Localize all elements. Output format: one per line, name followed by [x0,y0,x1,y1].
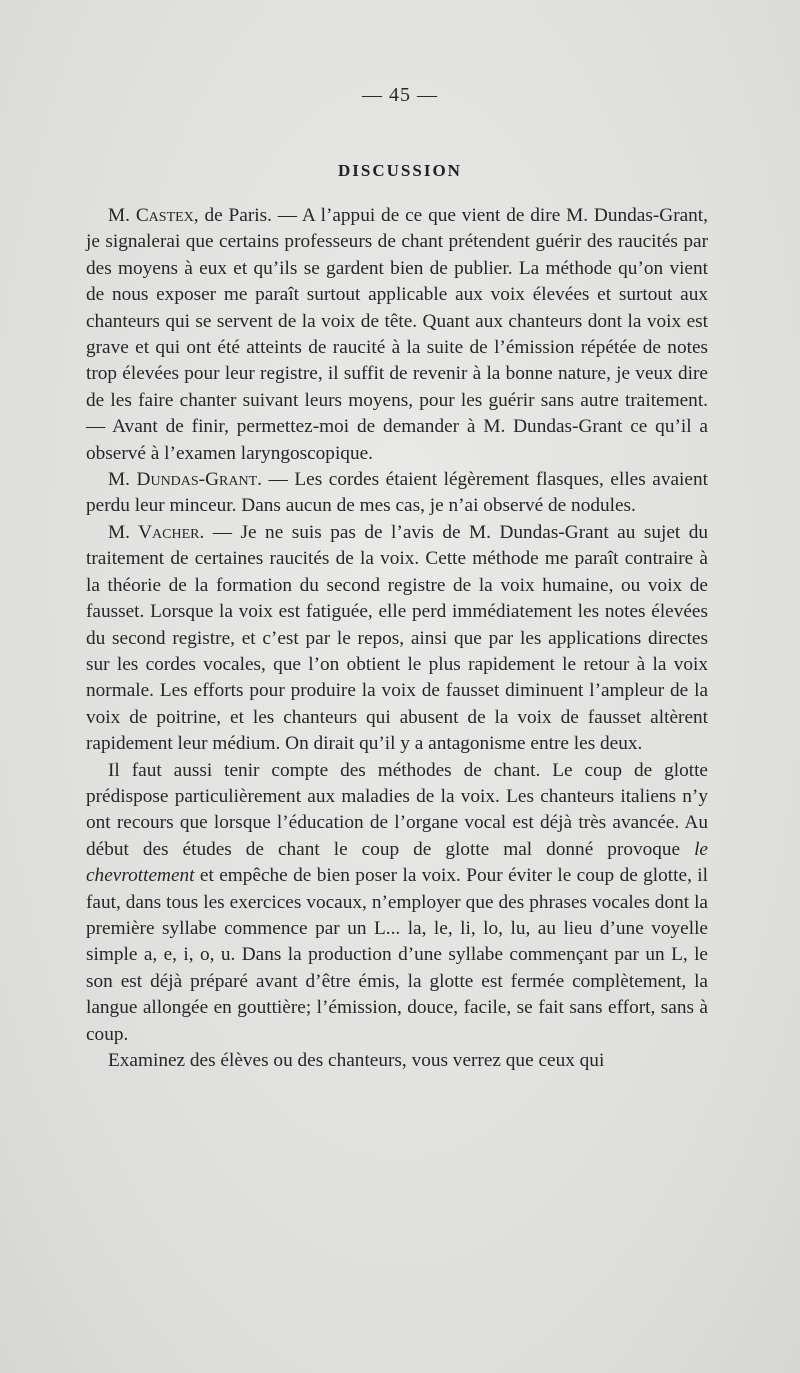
paragraph-text: . — Je ne suis pas de l’avis de M. Dundas-Grant au sujet du traitement de certaines raucités de la voix. Cette méthode me paraît contraire à la théorie de la formation du second registre de la voix humaine, ou voix de fausset. Lorsque la voix est fatiguée, elle perd immédiatement les notes élevées du second registre, et c’est par le repos, ainsi que par les applications directes sur les cordes vocales, que l’on obtient le plus rapidement le retour à la voix normale. Les efforts pour produire la voix de fausset diminuent l’ampleur de la voix de poitrine, et les chanteurs qui abusent de la voix de fausset altèrent rapidement leur médium. On dirait qu’il y a antagonisme entre les deux. [86,521,708,755]
paragraph-dundas-grant [86,467,708,520]
italic-term: le chevrottement [86,838,708,887]
paragraph-coup-de-glotte [86,758,708,1048]
speaker-name: M. Vacher [108,521,200,543]
body-text [86,203,708,1074]
section-title: DISCUSSION [338,161,462,180]
speaker-name: M. Castex [108,205,194,226]
paragraph-text: Il faut aussi tenir compte des méthodes de chant. Le coup de glotte prédispose particulièrement aux maladies de la voix. Les chanteurs italiens n’y ont recours que lorsque l’éducation de l’organe vocal est déjà très avancée. Au début des études de chant le coup de glotte mal donné provoque [86,759,708,860]
page-number: — 45 — [362,84,438,106]
paragraph-castex [86,203,708,467]
speaker-name: M. Dundas-Grant [108,469,258,491]
paragraph-text: , de Paris. — A l’appui de ce que vient de dire M. Dundas-Grant, je signalerai que certains professeurs de chant prétendent guérir des raucités par des moyens à eux et qu’ils se gardent bien de publier. La méthode qu’on vient de nous exposer me paraît surtout applicable aux voix élevées et surtout aux chanteurs qui se servent de la voix de tête. Quant aux chanteurs dont la voix est grave et qui ont été atteints de raucité à la suite de l’émission répétée de notes trop élevées pour leur registre, il suffit de revenir à la bonne nature, je veux dire de les faire chanter suivant leurs moyens, pour les guérir sans autre traitement. — Avant de finir, permettez-moi de demander à M. Dundas-Grant ce qu’il a observé à l’examen laryngoscopique. [86,205,708,464]
paragraph-vacher [86,520,708,758]
paragraph-text: et empêche de bien poser la voix. Pour éviter le coup de glotte, il faut, dans tous les exercices vocaux, n’employer que des phrases vocales dont la première syllabe commence par un L... la, le, li, lo, lu, au lieu d’une voyelle simple a, e, i, o, u. Dans la production d’une syllabe commençant par un L, le son est déjà préparé avant d’être émis, la glotte est fermée complètement, la langue allongée en gouttière; l’émission, douce, facile, se fait sans effort, sans à coup. [86,865,708,1045]
paragraph-text: Examinez des élèves ou des chanteurs, vous verrez que ceux qui [108,1050,605,1071]
paragraph-continuation [86,1048,708,1074]
paragraph-text: . — Les cordes étaient légèrement flasques, elles avaient perdu leur minceur. Dans aucun de mes cas, je n’ai observé de nodules. [86,469,708,517]
